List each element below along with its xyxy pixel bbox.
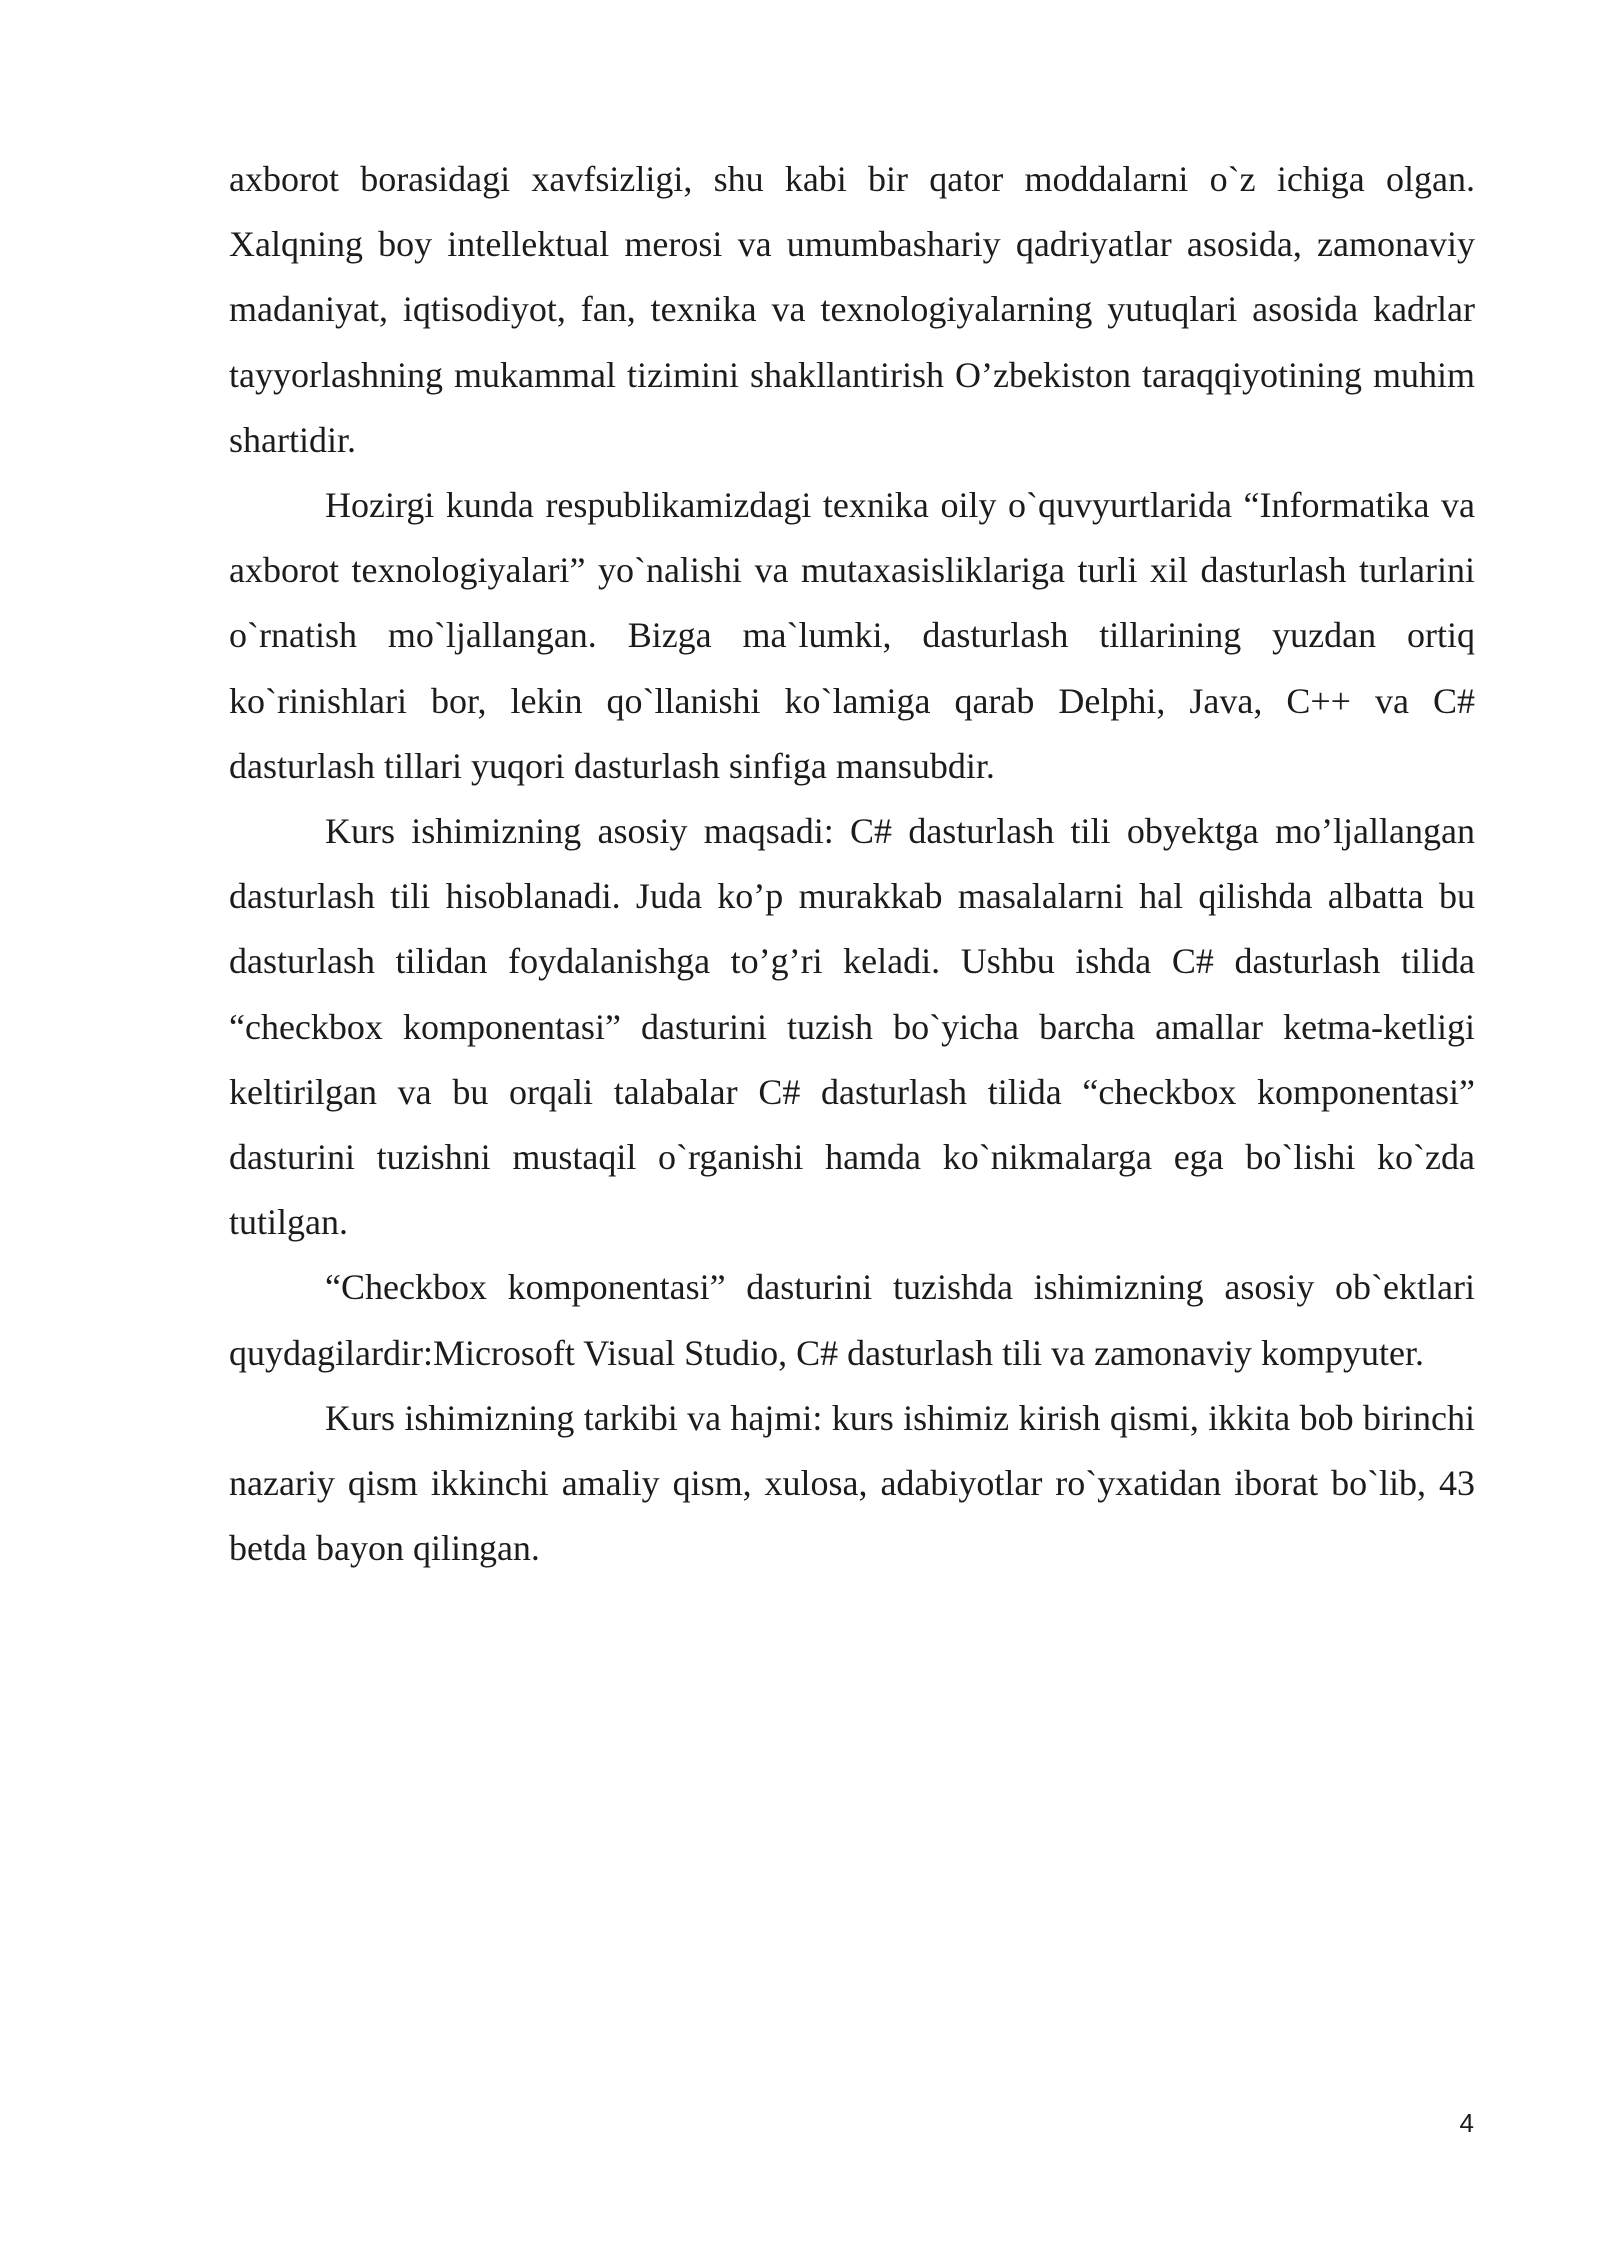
body-text xyxy=(229,147,1475,1581)
paragraph-3: Kurs ishimizning asosiy maqsadi: C# dasturlash tili obyektga mo’ljallangan dasturlash tili hisoblanadi. Juda ko’p murakkab masalalarni hal qilishda albatta bu dasturlash tilidan foydalanishga to’g’ri keladi. Ushbu ishda C# dasturlash tilida “checkbox komponentasi” dasturini tuzish bo`yicha barcha amallar ketma-ketligi keltirilgan va bu orqali talabalar C# dasturlash tilida “checkbox komponentasi” dasturini tuzishni mustaqil o`rganishi hamda ko`nikmalarga ega bo`lishi ko`zda tutilgan. xyxy=(229,811,1475,1243)
paragraph-4: “Checkbox komponentasi” dasturini tuzishda ishimizning asosiy ob`ektlari quydagilardir:Microsoft Visual Studio, C# dasturlash tili va zamonaviy kompyuter. xyxy=(229,1267,1475,1373)
paragraph-5: Kurs ishimizning tarkibi va hajmi: kurs ishimiz kirish qismi, ikkita bob birinchi nazariy qism ikkinchi amaliy qism, xulosa, adabiyotlar ro`yxatidan iborat bo`lib, 43 betda bayon qilingan. xyxy=(229,1397,1475,1569)
page-number: 4 xyxy=(1459,2108,1474,2138)
paragraph-2: Hozirgi kunda respublikamizdagi texnika oily o`quvyurtlarida “Informatika va axborot texnologiyalari” yo`nalishi va mutaxasisliklariga turli xil dasturlash turlarini o`rnatish mo`ljallangan. Bizga ma`lumki, dasturlash tillarining yuzdan ortiq ko`rinishlari bor, lekin qo`llanishi ko`lamiga qarab Delphi, Java, C++ va C# dasturlash tillari yuqori dasturlash sinfiga mansubdir. xyxy=(229,485,1475,786)
paragraph-1: axborot borasidagi xavfsizligi, shu kabi bir qator moddalarni o`z ichiga olgan. Xalqning boy intellektual merosi va umumbashariy qadriyatlar asosida, zamonaviy madaniyat, iqtisodiyot, fan, texnika va texnologiyalarning yutuqlari asosida kadrlar tayyorlashning mukammal tizimini shakllantirish O’zbekiston taraqqiyotining muhim shartidir. xyxy=(229,159,1475,460)
